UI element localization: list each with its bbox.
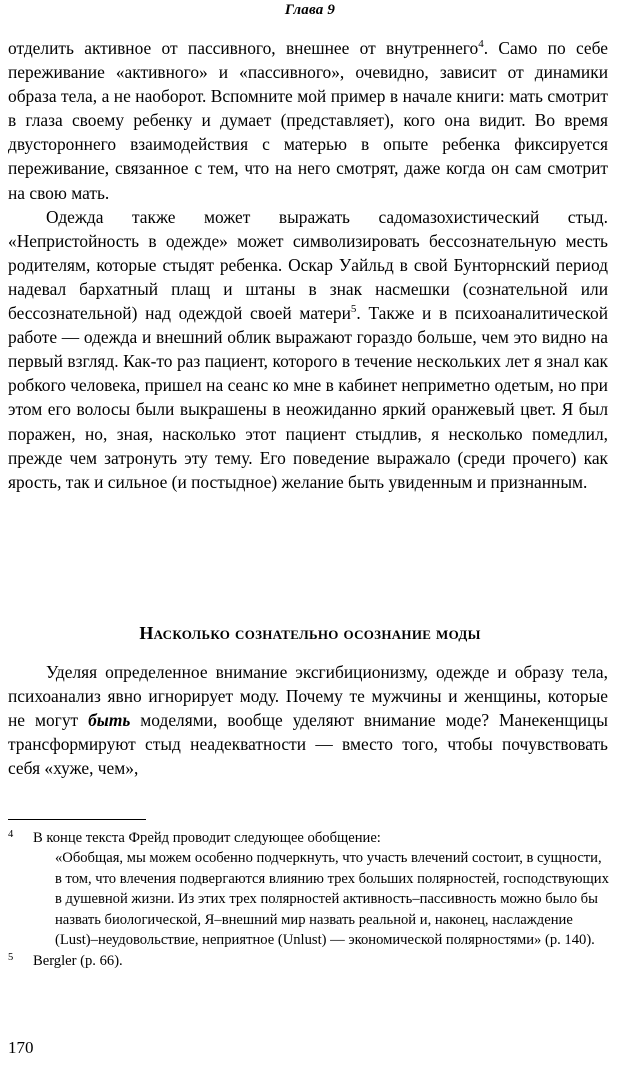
body-text-block-after-heading <box>8 660 608 780</box>
footnote-5-intro: Bergler (p. 66). <box>33 953 123 970</box>
body-text-block <box>8 36 608 494</box>
footnote-4-quote: «Обобщая, мы можем особенно подчеркнуть, что участь влечений состоит, в сущности, в том, что влечения подвергаются влиянию трех больших полярностей, господствующих в душевной жизни. Из этих трех полярностей активность–пассивность можно было бы назвать биологической, Я–внешний мир назвать реальной и, наконец, наслаждение (Lust)–неудовольствие, неприятное (Unlust) — экономической полярностями» (p. 140). <box>55 850 609 949</box>
footnote-separator-rule <box>8 819 146 820</box>
paragraph-3 <box>8 660 608 780</box>
paragraph-3-text-part-1: Уделяя определенное внимание эксгибиционизму, одежде и образу тела, психоанализ явно игнорирует моду. Почему те мужчины и женщины, которые не могут <box>8 662 608 731</box>
footnotes-block <box>8 828 612 972</box>
running-head: Глава 9 <box>284 2 336 18</box>
footnote-5-marker: 5 <box>8 952 14 964</box>
paragraph-2-text-after-ref: . Также и в психоаналитической работе — одежда и внешний облик выражают гораздо больше, чем это видно на первый взгляд. Как-то раз пациент, которого в течение нескольких лет я знал как робкого человека, пришел на сеанс ко мне в кабинет неприметно одетым, но при этом его волосы были выкрашены в неожиданно яркий оранжевый цвет. Я был поражен, но, зная, насколько этот пациент стыдлив, я несколько помедлил, прежде чем затронуть эту тему. Его поведение выражало (среди прочего) как ярость, так и сильное (и постыдное) желание быть увиденным и признанным. <box>8 303 608 492</box>
page-number: 170 <box>8 1038 34 1057</box>
footnote-ref-5[interactable]: 5 <box>350 303 357 316</box>
footnote-4-intro: В конце текста Фрейд проводит следующее обобщение: <box>33 830 381 846</box>
paragraph-3-emphasis: быть <box>88 710 131 731</box>
footnote-4-marker: 4 <box>8 829 14 840</box>
footnote-ref-4[interactable]: 4 <box>478 38 484 51</box>
section-heading: Насколько сознательно осознание моды <box>139 622 481 643</box>
footnote-5 <box>8 951 612 971</box>
paragraph-2-text-before-ref: Одежда также может выражать садомазохистический стыд. «Непристойность в одежде» может символизировать бессознательную месть родителям, которые стыдят ребенка. Оскар Уайльд в свой Бунторнский период надевал бархатный плащ и штаны в знак насмешки (сознательной или бессознательной) над одеждой своей матери <box>8 206 608 324</box>
paragraph-2 <box>8 205 608 494</box>
paragraph-1-text-before-ref: отделить активное от пассивного, внешнее от внутреннего <box>8 38 479 58</box>
footnote-4 <box>8 828 612 950</box>
paragraph-1-text-after-ref: . Само по себе переживание «активного» и «пассивного», очевидно, зависит от динамики образа тела, а не наоборот. Вспомните мой пример в начале книги: мать смотрит в глаза своему ребенку и думает (представляет), кого она видит. Во время двустороннего взаимодействия с матерью в опыте ребенка фиксируется переживание, связанное с тем, что на него смотрят, даже когда он сам смотрит на свою мать. <box>8 38 608 203</box>
paragraph-1 <box>8 36 608 205</box>
paragraph-3-text-part-2: моделями, вообще уделяют внимание моде? Манекенщицы трансформируют стыд неадекватности — вместо того, чтобы почувствовать себя «хуже, чем», <box>8 710 608 779</box>
